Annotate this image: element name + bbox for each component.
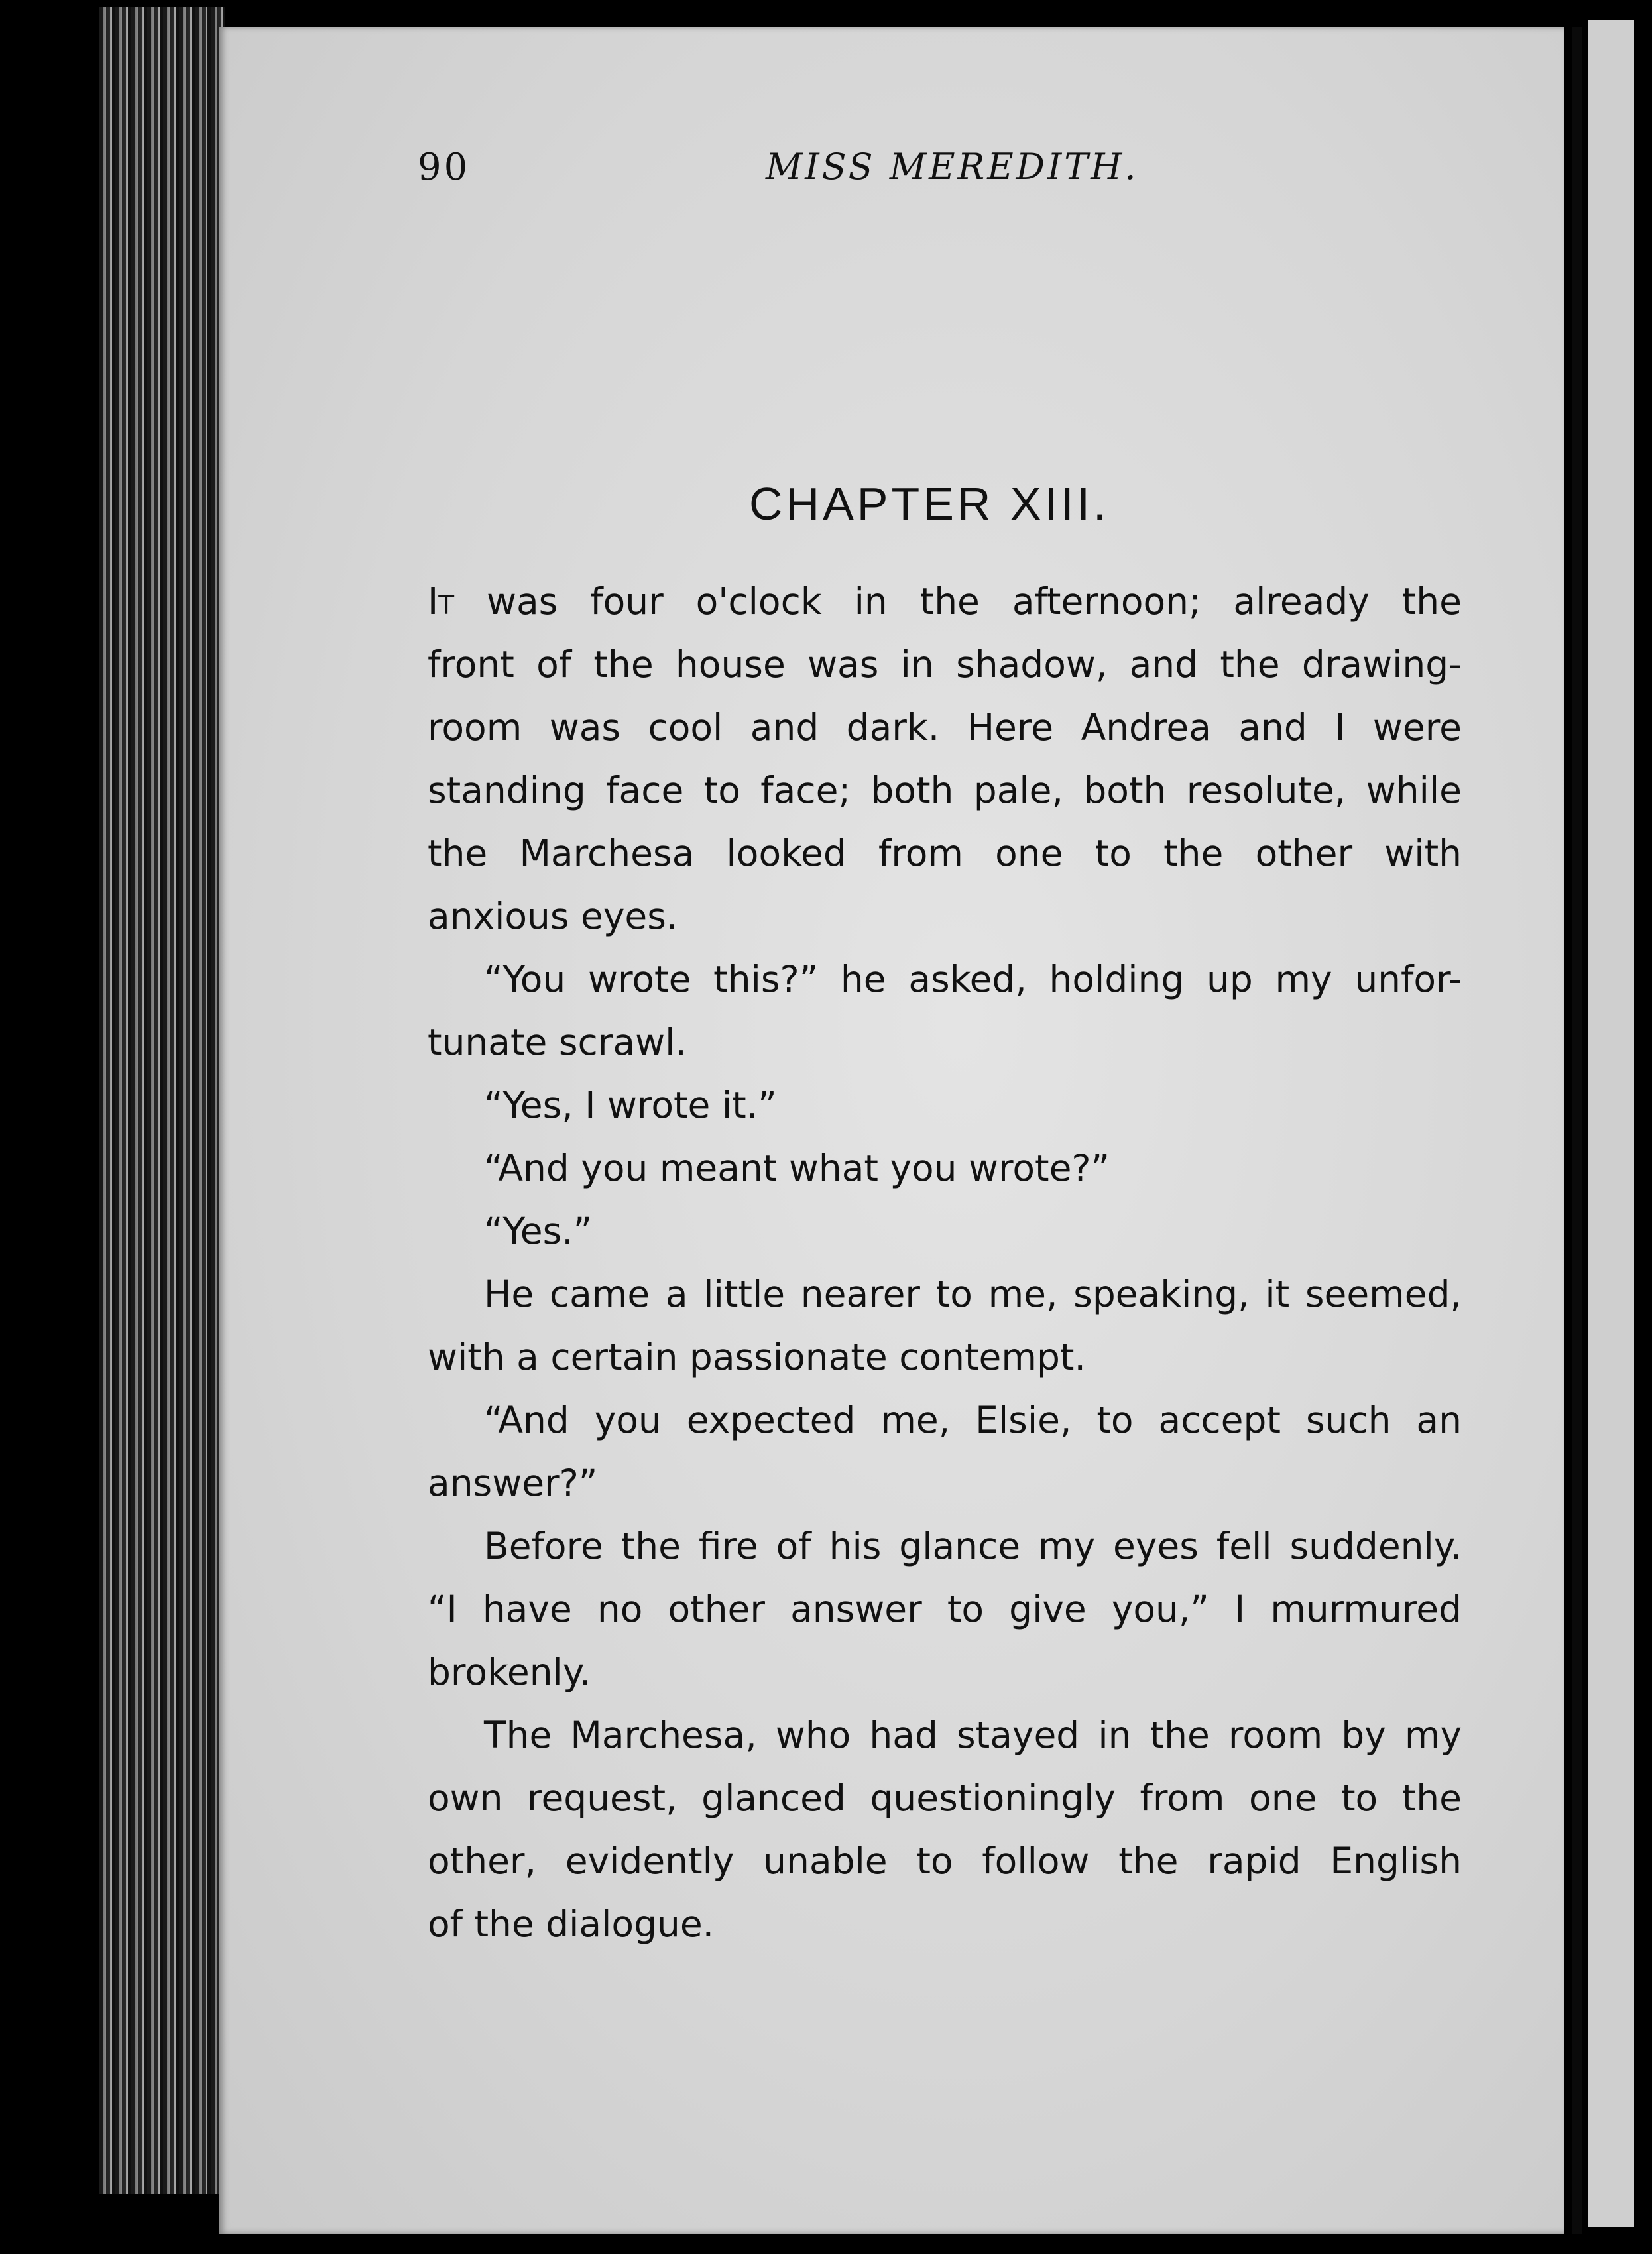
- text-line: answer?”: [428, 1462, 598, 1504]
- text-line: “And you meant what you wrote?”: [484, 1147, 1110, 1189]
- text-line: with a certain passionate contempt.: [428, 1336, 1086, 1378]
- text-line: Before the fire of his glance my eyes fell suddenly.: [484, 1525, 1462, 1567]
- text-line: “You wrote this?” he asked, holding up my unfor-: [484, 958, 1462, 1000]
- text-line: room was cool and dark. Here Andrea and I were: [428, 706, 1462, 748]
- text-line: It was four o'clock in the afternoon; already the: [428, 580, 1462, 623]
- text-line: other, evidently unable to follow the rapid English: [428, 1840, 1462, 1882]
- text-line: He came a little nearer to me, speaking, it seemed,: [484, 1273, 1462, 1315]
- text-line: brokenly.: [428, 1651, 591, 1693]
- text-line: “I have no other answer to give you,” I murmured: [428, 1588, 1462, 1630]
- text-line: tunate scrawl.: [428, 1021, 687, 1063]
- gutter-shadow: [1572, 27, 1582, 2234]
- text-line: standing face to face; both pale, both resolute, while: [428, 769, 1462, 811]
- text-line: anxious eyes.: [428, 895, 678, 937]
- body-text: [428, 570, 1462, 1956]
- text-line: of the dialogue.: [428, 1903, 715, 1945]
- text-line: “And you expected me, Elsie, to accept such an: [484, 1399, 1462, 1441]
- text-line: “Yes, I wrote it.”: [484, 1084, 777, 1126]
- running-title: MISS MEREDITH.: [766, 146, 1139, 188]
- drop-word: It: [428, 580, 455, 623]
- facing-page-edge: [1588, 20, 1634, 2227]
- page-edges: [99, 7, 225, 2194]
- text-line: own request, glanced questioningly from one to the: [428, 1777, 1462, 1819]
- text-line: The Marchesa, who had stayed in the room by my: [484, 1714, 1462, 1756]
- text-line: front of the house was in shadow, and the drawing-: [428, 643, 1462, 685]
- text-line: the Marchesa looked from one to the other with: [428, 832, 1462, 874]
- page-number: 90: [418, 146, 471, 189]
- chapter-heading: CHAPTER XIII.: [749, 478, 1110, 530]
- text-line: “Yes.”: [484, 1210, 593, 1252]
